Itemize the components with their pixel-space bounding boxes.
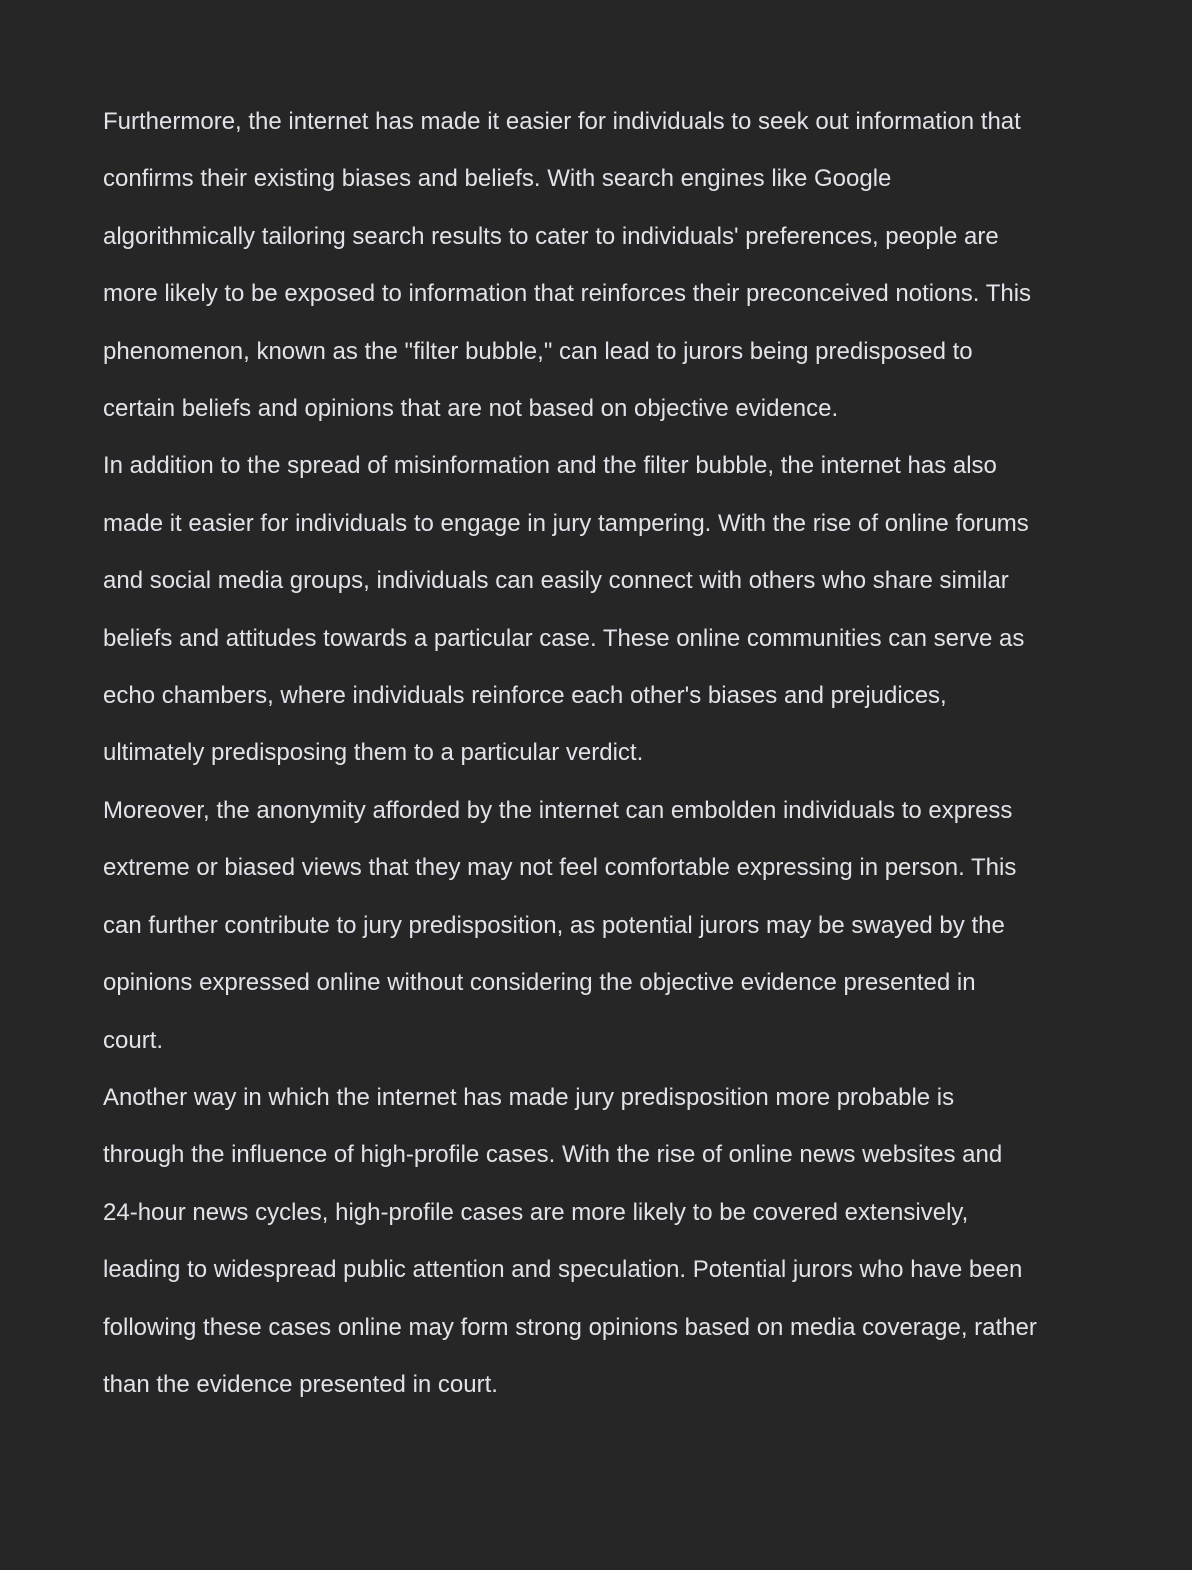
text-line: beliefs and attitudes towards a particular case. These online communities can serve as — [103, 624, 1025, 652]
paragraph — [103, 782, 1103, 1069]
text-line: 24-hour news cycles, high-profile cases are more likely to be covered extensively, — [103, 1198, 969, 1226]
text-line: leading to widespread public attention and speculation. Potential jurors who have been — [103, 1256, 1023, 1284]
text-line: through the influence of high-profile cases. With the rise of online news websites and — [103, 1141, 1003, 1169]
text-line: following these cases online may form strong opinions based on media coverage, rather — [103, 1313, 1037, 1341]
text-line: made it easier for individuals to engage in jury tampering. With the rise of online forums — [103, 509, 1029, 537]
text-line: Furthermore, the internet has made it easier for individuals to seek out information that — [103, 108, 1021, 135]
text-line: echo chambers, where individuals reinforce each other's biases and prejudices, — [103, 682, 947, 710]
text-line: can further contribute to jury predisposition, as potential jurors may be swayed by the — [103, 911, 1005, 939]
text-line: In addition to the spread of misinformation and the filter bubble, the internet has also — [103, 452, 997, 480]
text-line: opinions expressed online without considering the objective evidence presented in — [103, 969, 976, 997]
paragraph — [103, 1069, 1103, 1413]
text-line: more likely to be exposed to information that reinforces their preconceived notions. This — [103, 280, 1032, 308]
paragraph — [103, 437, 1103, 781]
text-line: than the evidence presented in court. — [103, 1370, 498, 1398]
text-line: confirms their existing biases and beliefs. With search engines like Google — [103, 165, 892, 193]
text-line: phenomenon, known as the "filter bubble," can lead to jurors being predisposed to — [103, 337, 973, 365]
paragraph — [103, 93, 1103, 437]
text-line: court. — [103, 1026, 164, 1054]
text-line: algorithmically tailoring search results to cater to individuals' preferences, people are — [103, 222, 999, 250]
text-line: ultimately predisposing them to a particular verdict. — [103, 739, 644, 767]
text-line: extreme or biased views that they may not feel comfortable expressing in person. This — [103, 854, 1017, 882]
text-line: and social media groups, individuals can easily connect with others who share similar — [103, 567, 1009, 595]
text-line: Moreover, the anonymity afforded by the internet can embolden individuals to express — [103, 796, 1013, 824]
document-body — [103, 93, 1103, 1413]
text-line: certain beliefs and opinions that are not based on objective evidence. — [103, 395, 839, 423]
text-line: Another way in which the internet has made jury predisposition more probable is — [103, 1083, 955, 1111]
